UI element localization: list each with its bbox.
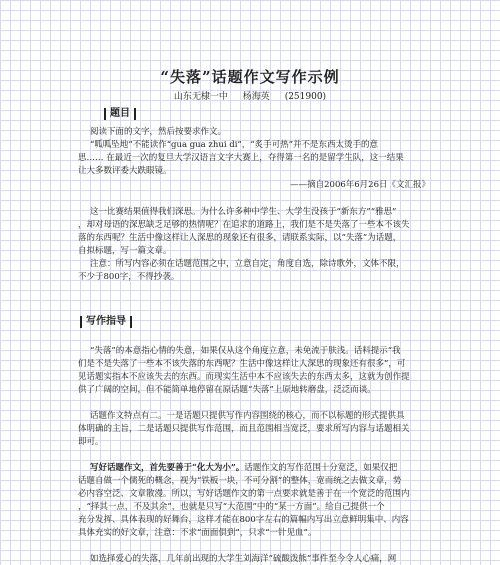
guide-label: 写作指导 xyxy=(80,316,132,328)
topic-body-line: 落的东西呢？生活中像这样让人深思的现象还有很多，请联系实际，以“失落”为话题， xyxy=(78,233,402,243)
topic-body-line: 这一比赛结果值得我们深思。为什么许多种中学生、大学生没孩于“新东方”“雅思” xyxy=(90,207,397,217)
article-title: “失落”话题作文写作示例 xyxy=(160,68,340,86)
topic-body-line: 自拟标题，写一篇文章。 xyxy=(78,246,172,256)
author-postcode: (251900) xyxy=(284,92,327,102)
guide-p3-line: ，“择其一点，不及其余”，也就是只写“大范围”中的“某一方面”。给自己提供一个 xyxy=(78,502,385,512)
guide-p3-line: 充分发挥、具体表现的好舞台，这样才能在800字左右的篇幅内写出立意鲜明集中、内容 xyxy=(78,515,409,525)
guide-p1-line: 供了广阔的空间，但不能简单地停留在原话题“失落”上原地转磨盘，泛泛而谈。 xyxy=(78,385,376,395)
author-school: 山东无棣一中 xyxy=(173,92,228,102)
guide-p1-line: 见话题实指本不应该失去的东西。而现实生活中本不应该失去的东西太多，这就为创作提 xyxy=(78,372,410,382)
guide-p3-line: 必内容空泛、文章散漫。所以，写好话题作文的第一点要求就是善于在一个宽泛的范围内 xyxy=(78,489,410,499)
guide-p3-line: 具体充实的好文章，注意：不求“面面俱到”，只求“一针见血”。 xyxy=(78,528,317,538)
topic-notice-line: 注意：所写内容必须在话题范围之中，立意自定，角度自选，除诗歌外，文体不限， xyxy=(90,259,405,269)
guide-p3-first-line xyxy=(90,462,397,474)
topic-source: ——摘自2006年6月26日《文汇报》 xyxy=(290,180,430,190)
guide-p1-line: “失落”的本意指心情的失意，如果仅从这个角度立意，未免流于肤浅。话料提示“我 xyxy=(90,346,401,356)
author-name: 杨海英 xyxy=(242,92,270,102)
topic-line: 让大多数评委大跌眼镜。 xyxy=(78,166,172,176)
topic-line: 思…… 在最近一次的复旦大学汉语言文字大赛上，夺得第一名的是留学生队，这一结果 xyxy=(78,153,404,163)
topic-notice-line: 不少于800字，不得抄袭。 xyxy=(78,272,180,282)
topic-label: 题目 xyxy=(104,108,136,120)
guide-p1-line: 们是不是失落了一些本不该失落的东西呢？生活中像这样让人深思的现象还有很多”，可 xyxy=(78,359,406,369)
guide-p2-line: 即可。 xyxy=(78,437,104,447)
topic-line: “呱呱坠地”不能读作“gua gua zhui di”，“炙手可热”并不是东西太烫手的意 xyxy=(90,140,378,150)
topic-instruction: 阅读下面的文字，然后按要求作文。 xyxy=(90,127,227,137)
guide-p2-line: 话题作文特点有二。一是话题只提供写作内容围绕的核心，而不以标题的形式提供具 xyxy=(90,411,405,421)
guide-p3-rest: 话题作文的写作范围十分宽泛，如果仅把 xyxy=(244,463,398,473)
topic-body-line: ，却对母语的深思缺乏足够的热情呢？在追求的道路上，我们是不是失落了一些本不该失 xyxy=(78,220,410,230)
article-byline xyxy=(0,89,500,102)
guide-p3-line: 话题自做一个儒死的概念，视为“铁板一块，不可分割”的整体，宽而统之去做文章，势 xyxy=(78,476,402,486)
guide-p2-line: 体明确的主旨，二是话题只提供写作范围，而且范围相当宽泛，要求所写内容与话题相关 xyxy=(78,424,410,434)
guide-p4-line: 如选择爱心的失落，几年前出现的大学生刘海洋“硫酸泼熊”事件至今令人心痛，网 xyxy=(90,554,397,564)
guide-p3-emphasis: 写好话题作文，首先要善于“化大为小”。 xyxy=(90,463,245,473)
